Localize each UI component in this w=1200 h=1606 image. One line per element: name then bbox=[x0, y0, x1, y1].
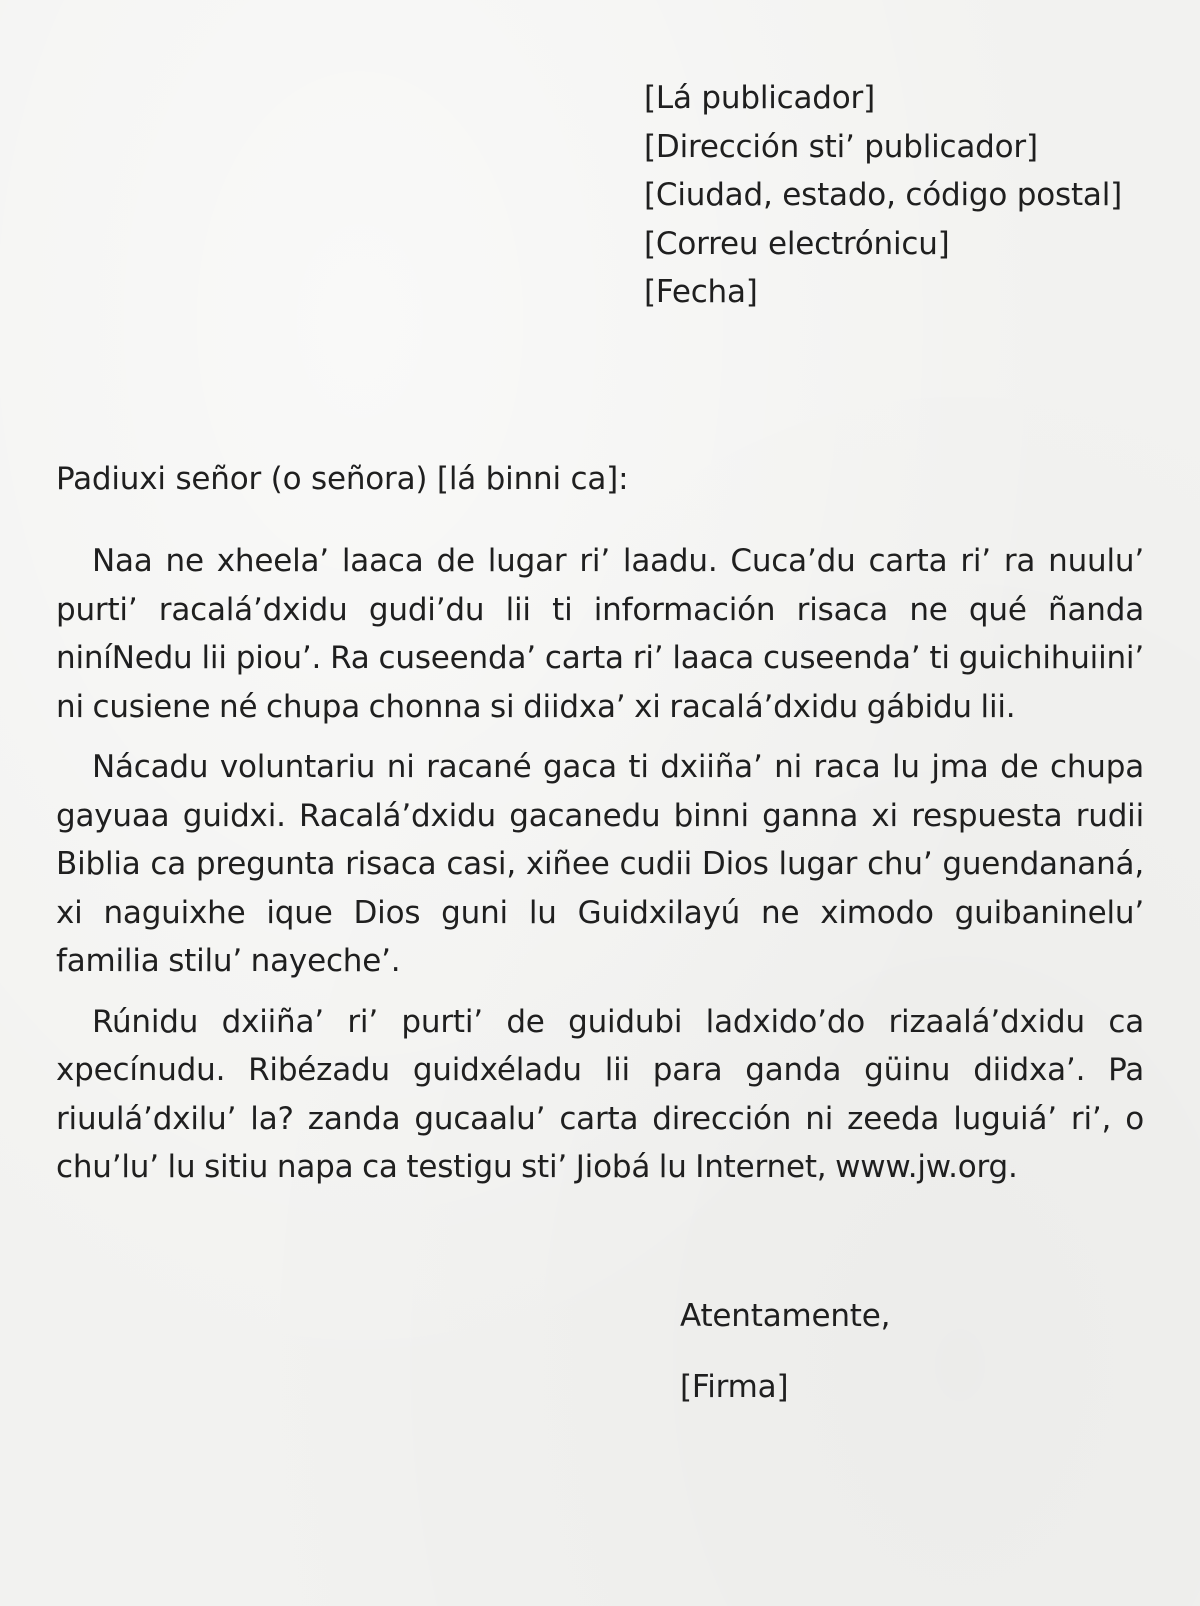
sender-name: [Lá publicador] bbox=[644, 80, 875, 116]
sender-city-state-zip: [Ciudad, estado, código postal] bbox=[644, 177, 1123, 213]
salutation: Padiuxi señor (o señora) [lá binni ca]: bbox=[56, 461, 629, 497]
signature-placeholder: [Firma] bbox=[680, 1368, 789, 1405]
sender-block bbox=[644, 74, 1174, 317]
sender-email: [Correu electrónicu] bbox=[644, 225, 950, 262]
letter-body bbox=[56, 537, 1144, 1204]
sender-address: [Dirección sti’ publicador] bbox=[644, 128, 1038, 165]
body-paragraph-3: Rúnidu dxiiña’ ri’ purti’ de guidubi ladxido’do rizaalá’dxidu ca xpecínudu. Ribézadu guidxéladu lii para ganda güinu diidxa’. Pa riuulá’dxilu’ la? zanda gucaalu’ carta dirección ni zeeda luguiá’ ri’, o chu’lu’ lu sitiu napa ca testigu sti’ Jiobá lu Internet, www.jw.org. bbox=[56, 1003, 1144, 1185]
body-paragraph-1: Naa ne xheela’ laaca de lugar ri’ laadu. Cuca’du carta ri’ ra nuulu’ purti’ racalá’dxidu gudi’du lii ti información risaca ne qué ñanda niníNedu lii piou’. Ra cuseenda’ carta ri’ laaca cuseenda’ ti guichihuiini’ ni cusiene né chupa chonna si diidxa’ xi racalá’dxidu gábidu lii. bbox=[56, 543, 1144, 725]
body-paragraph-2: Nácadu voluntariu ni racané gaca ti dxiiña’ ni raca lu jma de chupa gayuaa guidxi. Racalá’dxidu gacanedu binni ganna xi respuesta rudii Biblia ca pregunta risaca casi, xiñee cudii Dios lugar chu’ guendananá, xi naguixhe ique Dios guni lu Guidxilayú ne ximodo guibaninelu’ familia stilu’ nayeche’. bbox=[56, 749, 1144, 979]
closing: Atentamente, bbox=[680, 1298, 891, 1334]
closing-block bbox=[680, 1292, 1160, 1411]
letter-date: [Fecha] bbox=[644, 274, 758, 310]
